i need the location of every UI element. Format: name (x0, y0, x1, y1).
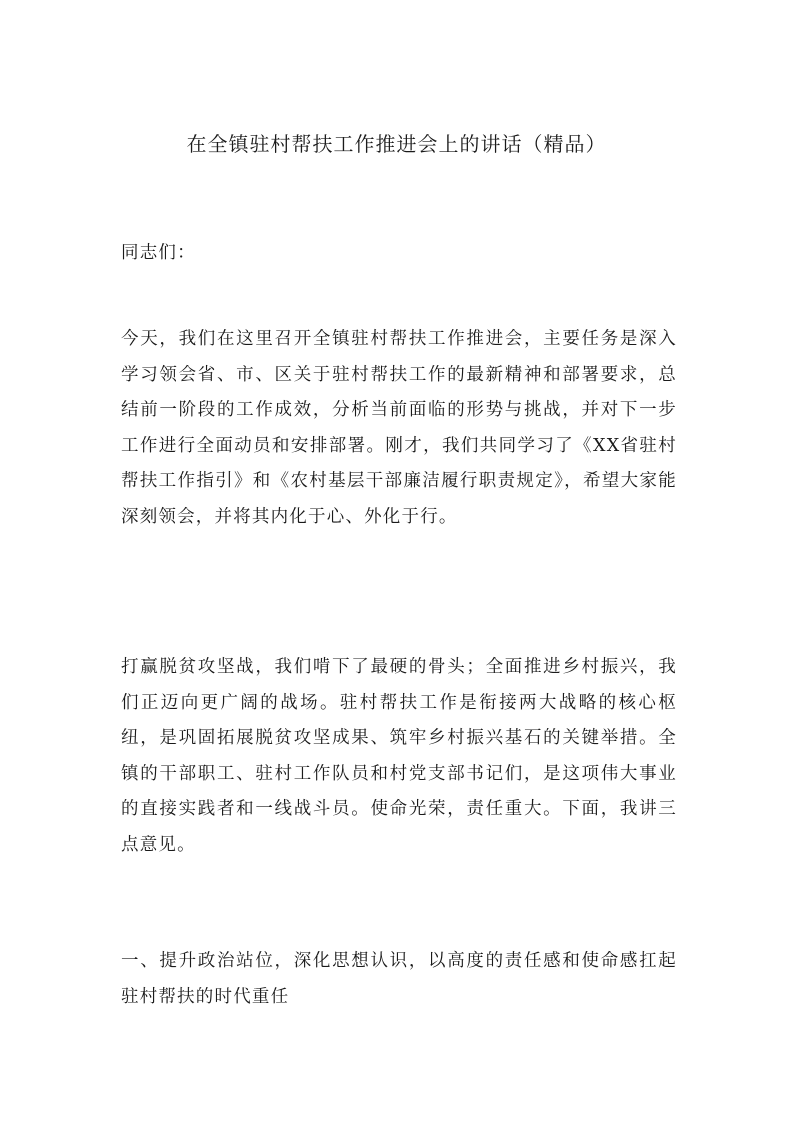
document-title: 在全镇驻村帮扶工作推进会上的讲话（精品） (186, 132, 607, 156)
paragraph-intro: 今天，我们在这里召开全镇驻村帮扶工作推进会，主要任务是深入学习领会省、市、区关于驻村帮扶工作的最新精神和部署要求，总结前一阶段的工作成效，分析当前面临的形势与挑战，并对下一步工作进行全面动员和安排部署。刚才，我们共同学习了《XX省驻村帮扶工作指引》和《农村基层干部廉洁履行职责规定》，希望大家能深刻领会，并将其内化于心、外化于行。 (121, 329, 677, 527)
section-heading-one: 一、提升政治站位，深化思想认识，以高度的责任感和使命感扛起驻村帮扶的时代重任 (121, 951, 677, 1007)
greeting: 同志们： (121, 243, 196, 263)
paragraph-context: 打赢脱贫攻坚战，我们啃下了最硬的骨头；全面推进乡村振兴，我们正迈向更广阔的战场。驻村帮扶工作是衔接两大战略的核心枢纽，是巩固拓展脱贫攻坚成果、筑牢乡村振兴基石的关键举措。全镇的干部职工、驻村工作队员和村党支部书记们，是这项伟大事业的直接实践者和一线战斗员。使命光荣，责任重大。下面，我讲三点意见。 (121, 657, 677, 855)
